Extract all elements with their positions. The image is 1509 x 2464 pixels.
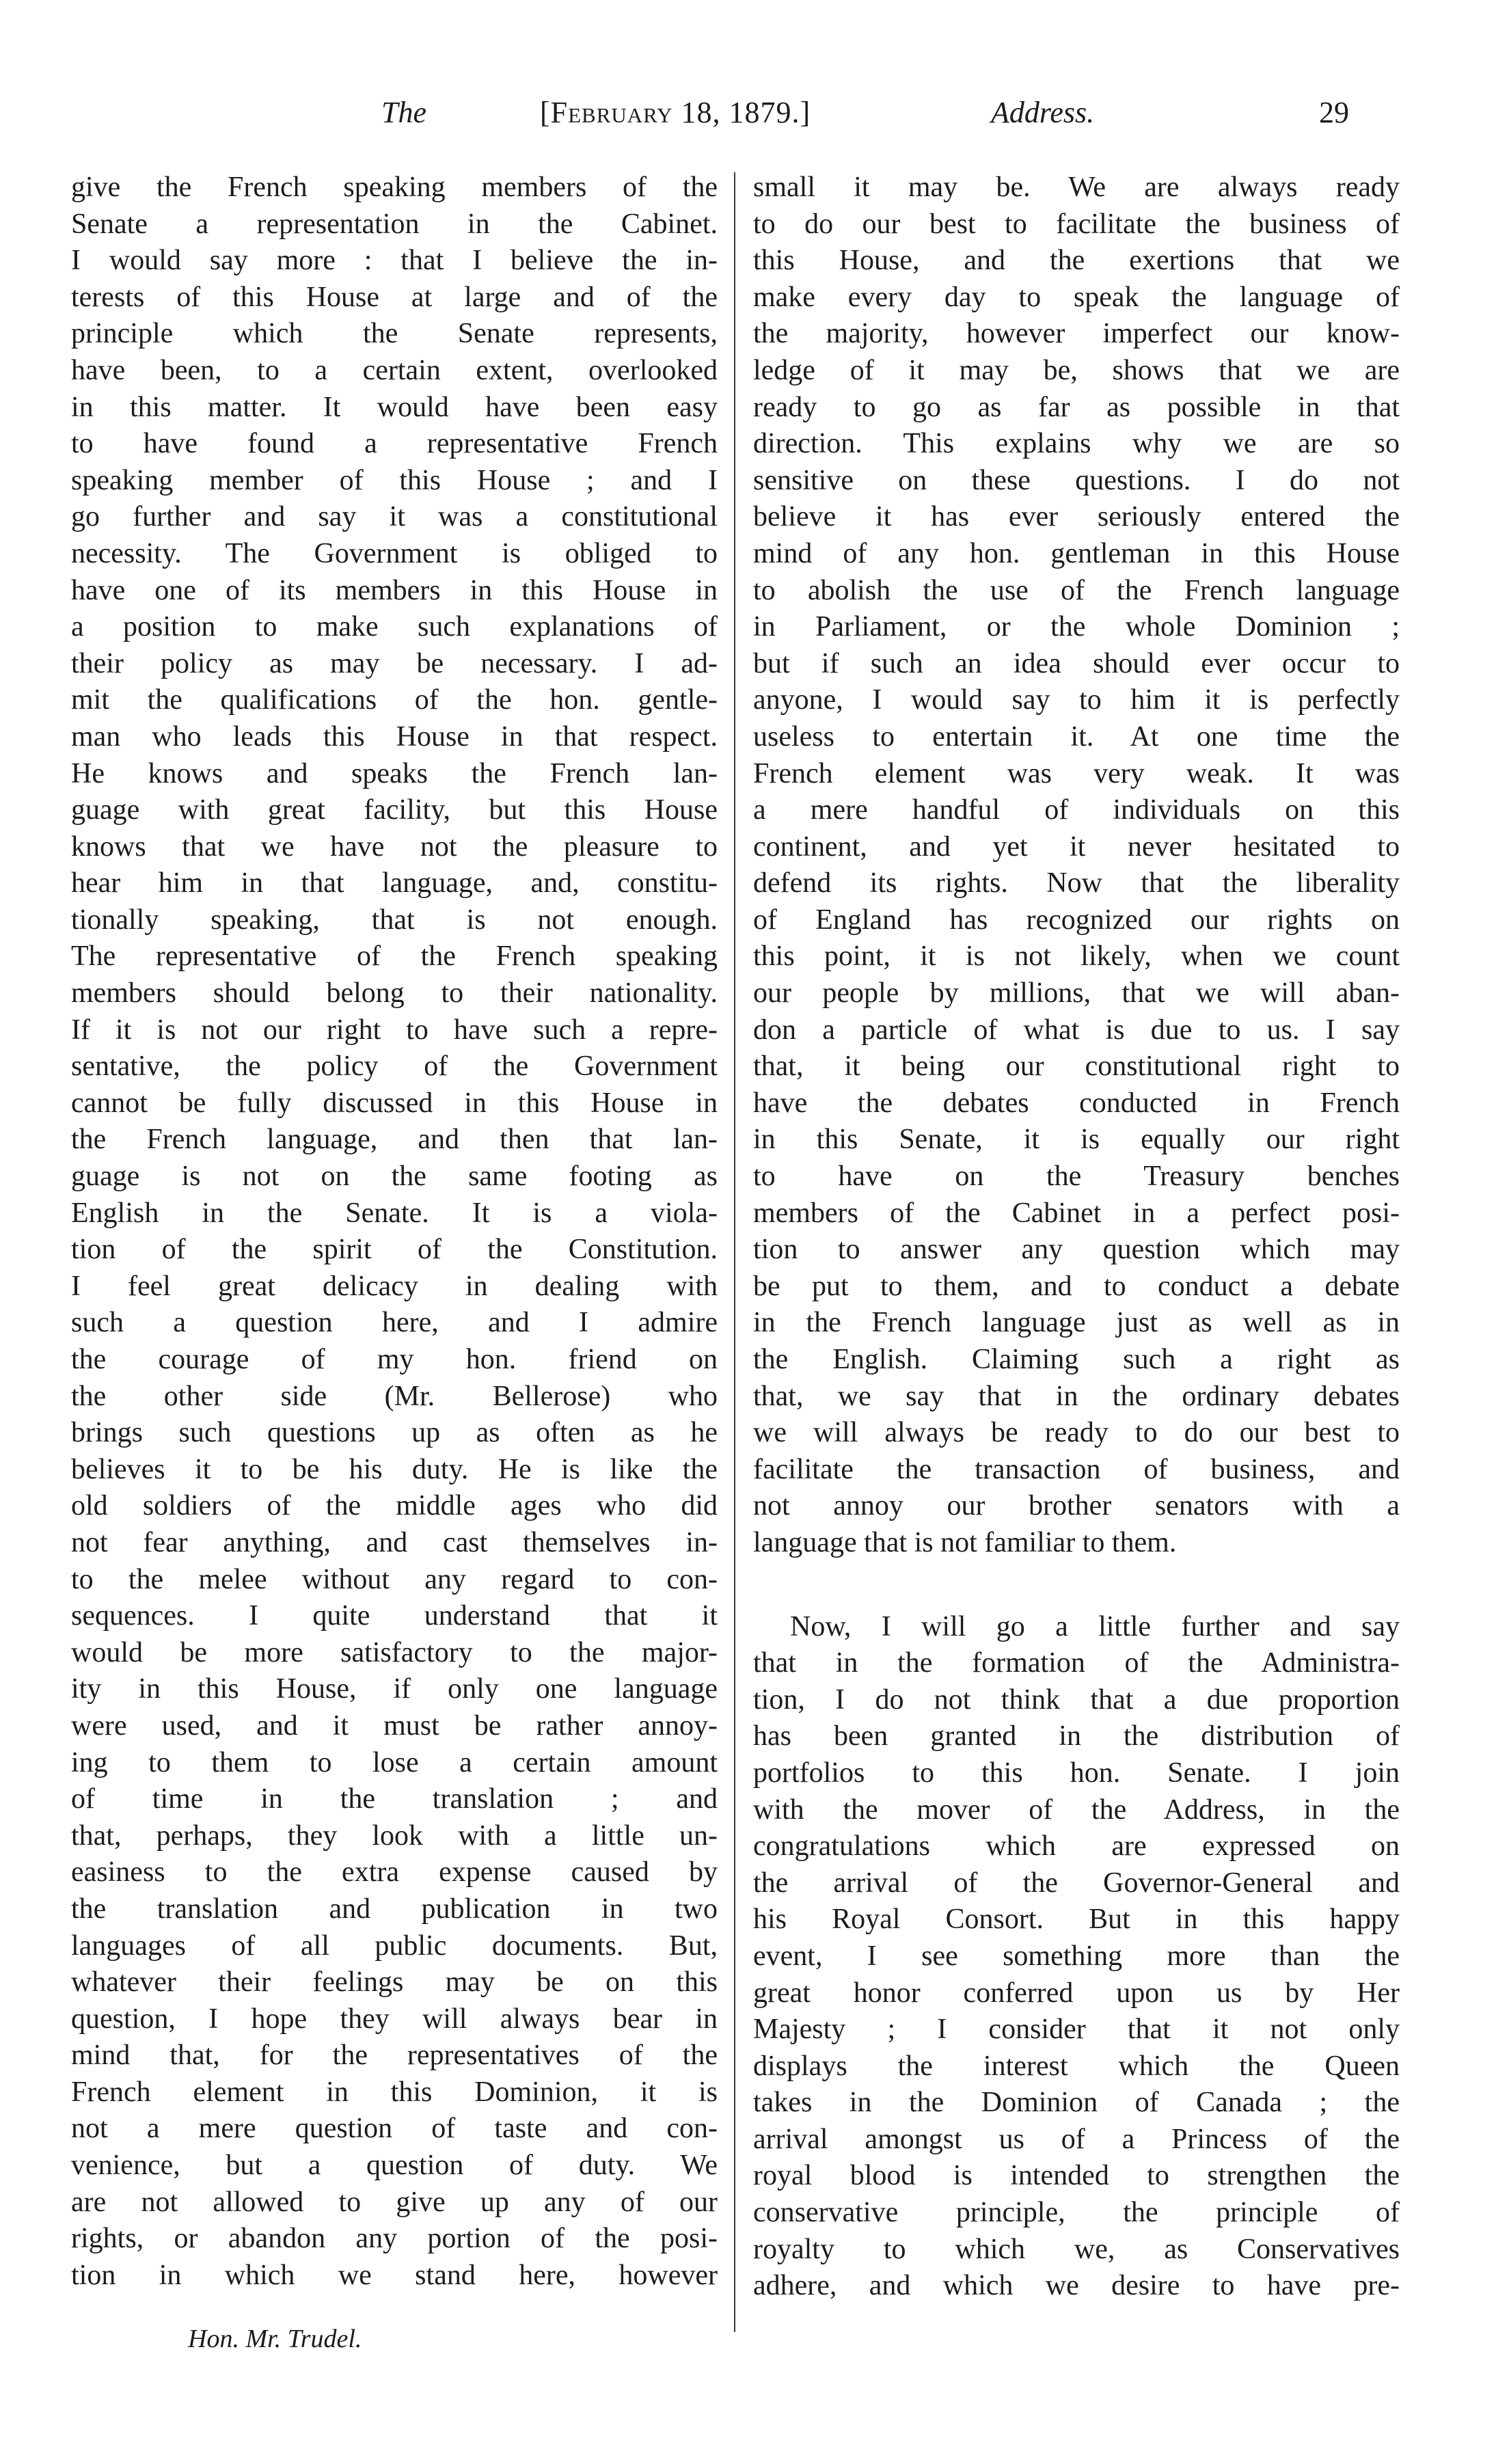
text-line: such a question here, and I admire [71,1307,718,1339]
text-line: in this Senate, it is equally our right [753,1124,1400,1156]
text-line: question, I hope they will always bear in [71,2003,718,2035]
text-line: in the French language just as well as in [753,1307,1400,1339]
text-line: portfolios to this hon. Senate. I join [753,1757,1400,1789]
running-header [0,89,1509,137]
text-line: their policy as may be necessary. I ad- [71,647,718,679]
text-line: are not allowed to give up any of our [71,2186,718,2218]
text-line: members of the Cabinet in a perfect posi- [753,1197,1400,1229]
text-line: the majority, however imperfect our know- [753,318,1400,350]
text-line: of time in the translation ; and [71,1783,718,1815]
text-line: a position to make such explanations of [71,611,718,643]
text-line: terests of this House at large and of the [71,281,718,313]
text-line: not fear anything, and cast themselves in- [71,1526,718,1558]
text-line: anyone, I would say to him it is perfectly [753,684,1400,716]
text-line: don a particle of what is due to us. I say [753,1014,1400,1046]
text-line: useless to entertain it. At one time the [753,720,1400,753]
text-line: tion to answer any question which may [753,1234,1400,1266]
text-line: venience, but a question of duty. We [71,2150,718,2182]
text-line: guage is not on the same footing as [71,1161,718,1193]
text-line: arrival amongst us of a Princess of the [753,2123,1400,2155]
text-line: in Parliament, or the whole Dominion ; [753,611,1400,643]
text-line: have been, to a certain extent, overlooked [71,354,718,386]
text-line: necessity. The Government is obliged to [71,537,718,569]
text-line: displays the interest which the Queen [753,2050,1400,2082]
text-line: to do our best to facilitate the business of [753,208,1400,240]
text-line: a mere handful of individuals on this [753,794,1400,826]
text-line: the other side (Mr. Bellerose) who [71,1380,718,1412]
text-line: not annoy our brother senators with a [753,1490,1400,1522]
text-line: our people by millions, that we will aban- [753,977,1400,1010]
text-line: man who leads this House in that respect. [71,720,718,753]
text-line: with the mover of the Address, in the [753,1793,1400,1826]
text-line: tion of the spirit of the Constitution. [71,1234,718,1266]
text-line: French element in this Dominion, it is [71,2076,718,2108]
speaker-footer: Hon. Mr. Trudel. [188,2325,362,2353]
text-line: give the French speaking members of the [71,172,718,203]
text-line: French element was very weak. It was [753,757,1400,789]
text-line: royalty to which we, as Conservatives [753,2233,1400,2265]
text-line: ing to them to lose a certain amount [71,1746,718,1778]
text-line: direction. This explains why we are so [753,428,1400,460]
header-left-title: The [381,96,426,129]
text-line: the translation and publication in two [71,1893,718,1925]
text-line: Senate a representation in the Cabinet. [71,208,718,240]
text-line: believe it has ever seriously entered the [753,501,1400,533]
text-line: that, perhaps, they look with a little un- [71,1819,718,1852]
text-line: would be more satisfactory to the major- [71,1636,718,1668]
text-line: have one of its members in this House in [71,574,718,606]
text-line: knows that we have not the pleasure to [71,830,718,863]
text-line: that, it being our constitutional right to [753,1051,1400,1083]
text-line: that, we say that in the ordinary debates [753,1380,1400,1412]
text-line: sensitive on these questions. I do not [753,464,1400,496]
text-line: defend its rights. Now that the liberality [753,867,1400,899]
text-line: ity in this House, if only one language [71,1673,718,1705]
text-line: ledge of it may be, shows that we are [753,354,1400,386]
text-line: this House, and the exertions that we [753,245,1400,277]
text-line: that in the formation of the Administra- [753,1647,1400,1679]
text-line: the French language, and then that lan- [71,1124,718,1156]
text-line: tionally speaking, that is not enough. [71,904,718,936]
text-line: rights, or abandon any portion of the posi- [71,2223,718,2255]
text-line: speaking member of this House ; and I [71,464,718,496]
text-line: ready to go as far as possible in that [753,391,1400,423]
text-line: languages of all public documents. But, [71,1930,718,1962]
text-line: not a mere question of taste and con- [71,2113,718,2145]
text-line: facilitate the transaction of business, and [753,1453,1400,1485]
text-line: principle which the Senate represents, [71,318,718,350]
text-line: sequences. I quite understand that it [71,1600,718,1632]
text-line: sentative, the policy of the Government [71,1051,718,1083]
text-line: to abolish the use of the French language [753,574,1400,606]
text-line: Now, I will go a little further and say [790,1610,1400,1642]
text-line: in this matter. It would have been easy [71,391,718,423]
text-line: the arrival of the Governor-General and [753,1867,1400,1899]
text-line: I would say more : that I believe the in- [71,245,718,277]
text-line: adhere, and which we desire to have pre- [753,2270,1400,2302]
text-line: continent, and yet it never hesitated to [753,830,1400,863]
text-line: to the melee without any regard to con- [71,1563,718,1595]
page-number: 29 [1319,96,1349,129]
text-line: members should belong to their nationality. [71,977,718,1010]
text-line: mind of any hon. gentleman in this House [753,537,1400,569]
text-line: this point, it is not likely, when we count [753,940,1400,973]
text-line: we will always be ready to do our best to [753,1417,1400,1449]
text-line: He knows and speaks the French lan- [71,757,718,789]
text-line: takes in the Dominion of Canada ; the [753,2087,1400,2119]
text-line: royal blood is intended to strengthen the [753,2160,1400,2192]
text-line: If it is not our right to have such a repre- [71,1014,718,1046]
text-line: Majesty ; I consider that it not only [753,2014,1400,2046]
text-line: guage with great facility, but this House [71,794,718,826]
text-line: his Royal Consort. But in this happy [753,1904,1400,1936]
text-line: congratulations which are expressed on [753,1830,1400,1863]
text-line: mind that, for the representatives of the [71,2040,718,2072]
text-line: The representative of the French speaking [71,940,718,973]
text-line: of England has recognized our rights on [753,904,1400,936]
text-line: language that is not familiar to them. [753,1526,1177,1558]
header-date: [February 18, 1879.] [540,96,811,129]
text-line: hear him in that language, and, constitu- [71,867,718,899]
text-line: small it may be. We are always ready [753,172,1400,203]
text-line: tion, I do not think that a due proportion [753,1683,1400,1716]
text-line: English in the Senate. It is a viola- [71,1197,718,1229]
text-line: I feel great delicacy in dealing with [71,1270,718,1302]
text-line: were used, and it must be rather annoy- [71,1709,718,1742]
text-line: to have on the Treasury benches [753,1161,1400,1193]
right-column [753,170,1400,2305]
text-line: the English. Claiming such a right as [753,1344,1400,1375]
text-line: easiness to the extra expense caused by [71,1856,718,1888]
header-right-title: Address. [991,96,1095,129]
text-line: be put to them, and to conduct a debate [753,1270,1400,1302]
text-line: whatever their feelings may be on this [71,1966,718,1999]
column-divider [734,172,735,2332]
text-line: the courage of my hon. friend on [71,1344,718,1375]
text-line: have the debates conducted in French [753,1087,1400,1119]
text-line: old soldiers of the middle ages who did [71,1490,718,1522]
text-line: tion in which we stand here, however [71,2259,718,2291]
text-line: make every day to speak the language of [753,281,1400,313]
text-line: brings such questions up as often as he [71,1417,718,1449]
text-line: has been granted in the distribution of [753,1720,1400,1752]
text-line: believes it to be his duty. He is like the [71,1453,718,1485]
text-line: great honor conferred upon us by Her [753,1977,1400,2009]
paragraph-gap [753,1562,1400,1609]
text-line: cannot be fully discussed in this House in [71,1087,718,1119]
text-line: mit the qualifications of the hon. gentle- [71,684,718,716]
text-line: go further and say it was a constitutional [71,501,718,533]
text-line: but if such an idea should ever occur to [753,647,1400,679]
text-line: to have found a representative French [71,428,718,460]
text-line: conservative principle, the principle of [753,2197,1400,2229]
left-column [71,170,718,2294]
text-line: event, I see something more than the [753,1940,1400,1972]
